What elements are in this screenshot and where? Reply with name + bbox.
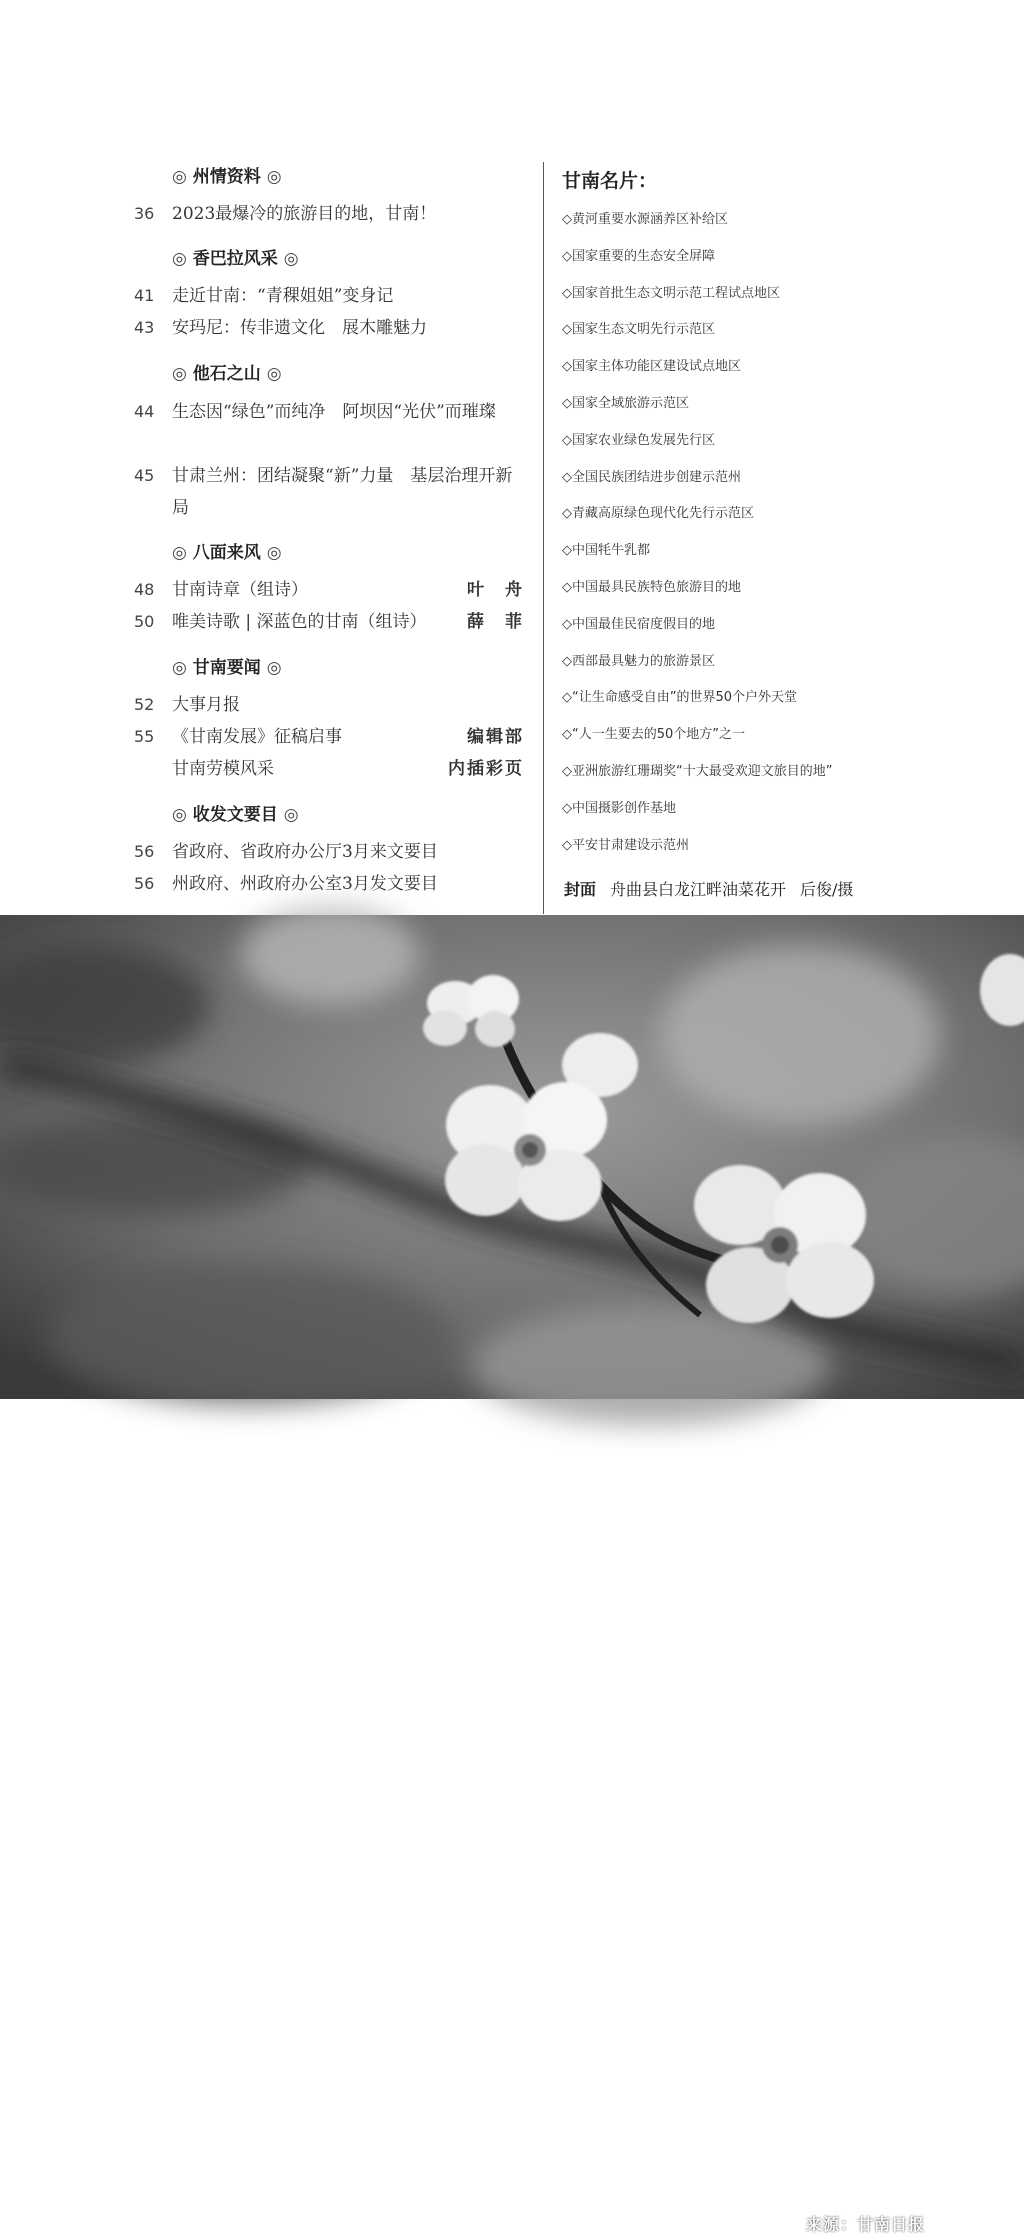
section-heading: [172, 359, 282, 384]
section-title: 八面来风: [192, 543, 261, 563]
entry-author: 编辑部: [467, 727, 524, 747]
page-number: 43: [134, 318, 155, 337]
card-item: ◇中国最具民族特色旅游目的地: [562, 580, 741, 595]
toc-entry[interactable]: [134, 460, 524, 524]
card-item: ◇中国摄影创作基地: [562, 800, 676, 816]
section-mark-icon: ◎: [266, 543, 282, 563]
toc-entry[interactable]: [134, 396, 524, 460]
entry-title: 甘南诗章（组诗）: [172, 580, 308, 600]
card-item: ◇国家生态文明先行示范区: [562, 322, 715, 338]
card-item: ◇西部最具魅力的旅游景区: [562, 653, 715, 669]
entry-title: 2023最爆冷的旅游目的地，甘南！: [172, 204, 437, 224]
section-mark-icon: ◎: [172, 167, 187, 187]
card-item: ◇“让生命感受自由”的世界50个户外天堂: [562, 690, 798, 706]
entry-title: 走近甘南：“青稞姐姐”变身记: [172, 286, 394, 306]
section-mark-icon: ◎: [172, 249, 187, 269]
page-number: 55: [134, 727, 155, 746]
card-item: ◇“人一生要去的50个地方”之一: [562, 727, 746, 743]
entry-author: 内插彩页: [448, 759, 524, 779]
photo-source: 来源：甘南日报: [806, 2215, 926, 2234]
card-item: ◇亚洲旅游红珊瑚奖“十大最受欢迎文旅目的地”: [562, 764, 833, 779]
card-item: ◇全国民族团结进步创建示范州: [562, 469, 741, 485]
section-heading: [172, 800, 299, 825]
section-title: 他石之山: [192, 364, 261, 384]
card-item: ◇国家全域旅游示范区: [562, 396, 689, 411]
page-number: 52: [134, 695, 155, 714]
entry-title: 生态因“绿色”而纯净 阿坝因“光伏”而璀璨: [172, 402, 496, 422]
section-title: 州情资料: [192, 167, 261, 187]
card-item: ◇中国牦牛乳都: [562, 543, 650, 559]
entry-author: 叶 舟: [467, 580, 524, 600]
entry-title: 州政府、州政府办公室3月发文要目: [172, 874, 438, 894]
section-heading: [172, 653, 282, 678]
card-item: ◇青藏高原绿色现代化先行示范区: [562, 506, 754, 522]
section-mark-icon: ◎: [266, 658, 282, 678]
section-mark-icon: ◎: [172, 805, 187, 825]
entry-title: 《甘南发展》征稿启事: [172, 727, 342, 747]
card-item: ◇平安甘肃建设示范州: [562, 837, 689, 853]
section-mark-icon: ◎: [283, 805, 299, 825]
entry-author: 薛 菲: [467, 612, 524, 632]
page-number: 41: [134, 286, 155, 305]
column-divider: [543, 162, 544, 914]
section-mark-icon: ◎: [172, 364, 187, 384]
cover-caption: [564, 877, 853, 900]
entry-title: 甘肃兰州：团结凝聚“新”力量 基层治理开新局: [172, 466, 513, 518]
card-title: 甘南名片：: [562, 170, 658, 192]
section-mark-icon: ◎: [266, 364, 282, 384]
blossom-photo: [0, 915, 1024, 2234]
card-item: ◇中国最佳民宿度假目的地: [562, 616, 715, 632]
entry-title: 甘南劳模风采: [172, 759, 274, 779]
section-mark-icon: ◎: [172, 658, 187, 678]
page-number: 56: [134, 842, 155, 861]
card-item: ◇国家首批生态文明示范工程试点地区: [562, 285, 780, 301]
card-item: ◇国家主体功能区建设试点地区: [562, 359, 741, 375]
page-number: 44: [134, 402, 155, 421]
card-item: ◇黄河重要水源涵养区补给区: [562, 212, 728, 227]
page-number: 45: [134, 466, 155, 485]
section-mark-icon: ◎: [283, 249, 299, 269]
section-heading: [172, 538, 282, 563]
section-mark-icon: ◎: [266, 167, 282, 187]
card-item: ◇国家重要的生态安全屏障: [562, 248, 715, 264]
section-title: 收发文要目: [192, 805, 278, 825]
page-number: 36: [134, 204, 155, 223]
blossom-image: [0, 915, 1024, 1399]
entry-title: 唯美诗歌 | 深蓝色的甘南（组诗）: [172, 612, 427, 632]
page-number: 50: [134, 612, 155, 631]
page-number: 56: [134, 874, 155, 893]
card-item: ◇国家农业绿色发展先行区: [562, 432, 715, 448]
entry-title: 大事月报: [172, 695, 240, 715]
section-title: 香巴拉风采: [192, 249, 278, 269]
entry-title: 安玛尼：传非遗文化 展木雕魅力: [172, 318, 427, 338]
page-number: 48: [134, 580, 155, 599]
cover-credit: 后俊/摄: [800, 880, 854, 899]
cover-label: 封面: [564, 880, 597, 899]
section-title: 甘南要闻: [192, 658, 261, 678]
entry-title: 省政府、省政府办公厅3月来文要目: [172, 842, 438, 862]
section-mark-icon: ◎: [172, 543, 187, 563]
section-heading: [172, 162, 282, 187]
section-heading: [172, 244, 299, 269]
cover-text: 舟曲县白龙江畔油菜花开: [610, 880, 787, 899]
